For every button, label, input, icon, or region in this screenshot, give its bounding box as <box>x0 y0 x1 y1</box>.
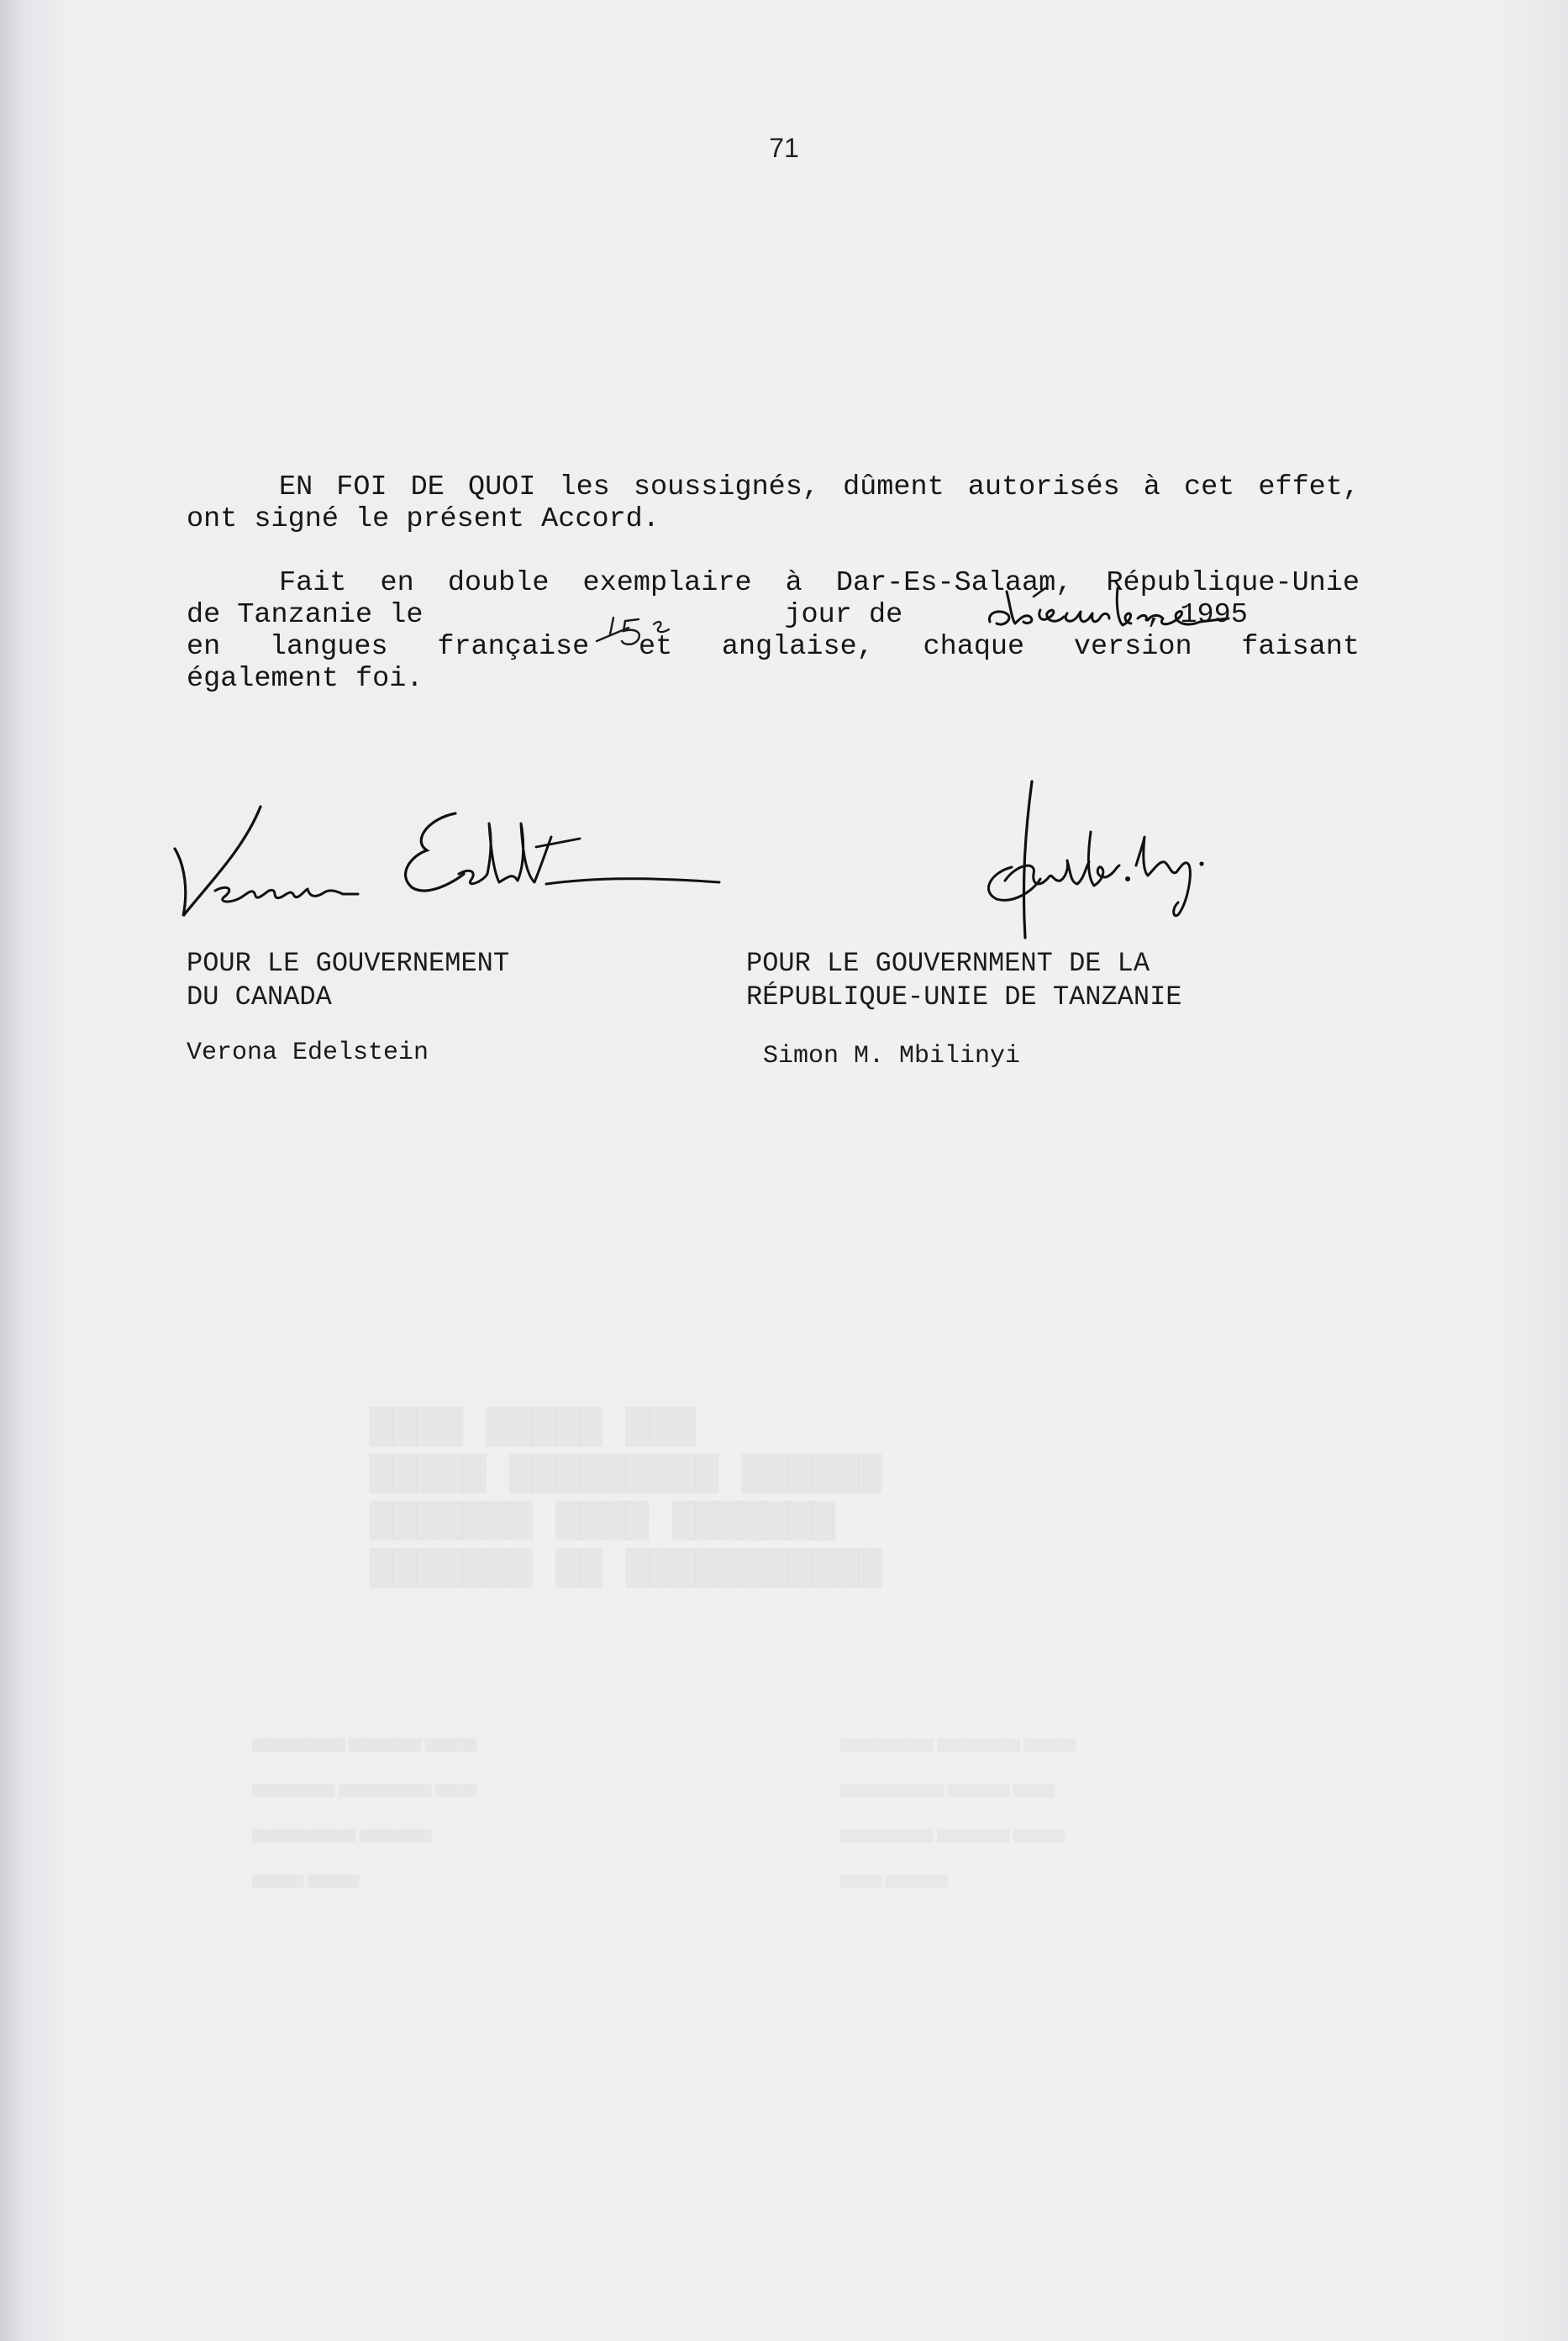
date-prefix: de Tanzanie le <box>187 599 424 631</box>
date-year: , 1995 <box>1146 599 1248 631</box>
paragraph-line: également foi. <box>187 663 424 695</box>
signatory-name-left: Verona Edelstein <box>187 1039 429 1067</box>
signatory-block-tanzania <box>746 947 1181 1014</box>
handwritten-day <box>588 609 681 651</box>
signatory-block-canada <box>187 947 509 1014</box>
paragraph-line: ont signé le présent Accord. <box>187 503 660 535</box>
paragraph-line: en langues française et anglaise, chaque version faisant <box>187 631 1360 663</box>
paragraph-line: EN FOI DE QUOI les soussignés, dûment autorisés à cet effet, <box>279 471 1360 503</box>
paragraph-line: Fait en double exemplaire à Dar-Es-Salaam, République-Unie <box>279 567 1360 599</box>
signatory-title-line: DU CANADA <box>187 981 332 1013</box>
signature-verona-edelstein <box>160 790 731 933</box>
signatory-title-line: POUR LE GOUVERNEMENT <box>187 948 510 979</box>
page-number: 71 <box>769 133 799 163</box>
handwritten-month <box>983 580 1235 643</box>
bleed-through-text <box>370 1403 1126 1591</box>
signatory-name-right: Simon M. Mbilinyi <box>763 1042 1021 1071</box>
date-middle: jour de <box>784 599 903 631</box>
paragraph-in-witness <box>187 471 1360 535</box>
signatory-title-line: RÉPUBLIQUE-UNIE DE TANZANIE <box>746 981 1182 1013</box>
signatory-title-line: POUR LE GOUVERNMENT DE LA <box>746 948 1150 979</box>
signature-simon-mbilinyi <box>950 773 1269 941</box>
